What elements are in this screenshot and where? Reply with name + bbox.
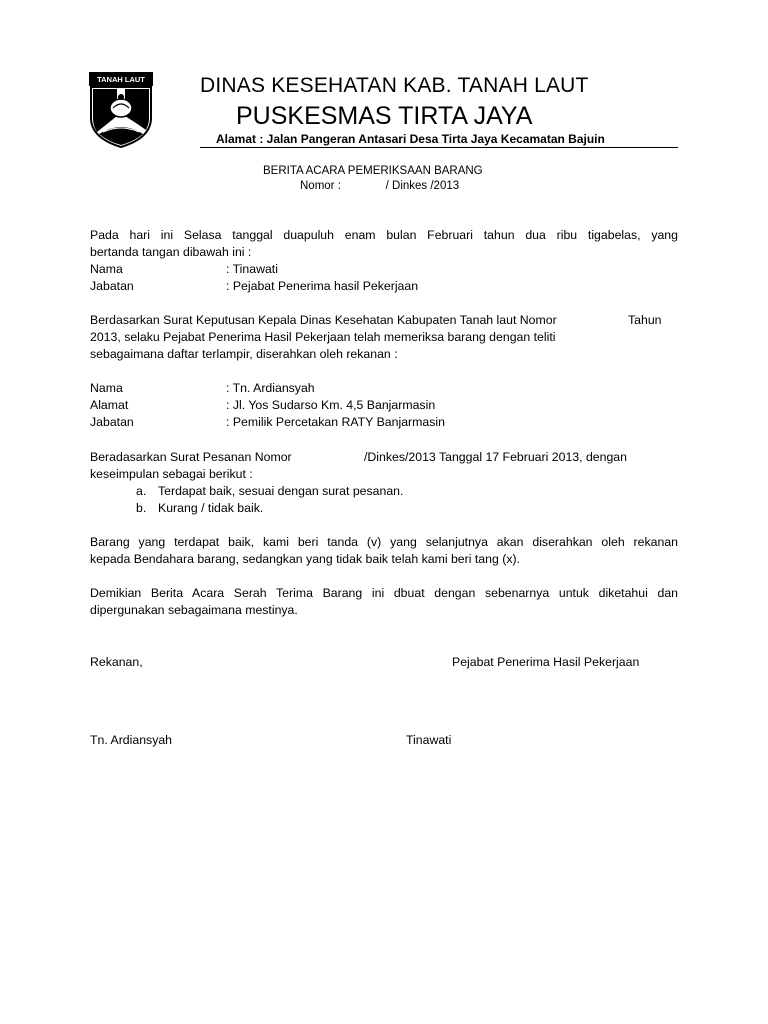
partner-address-value: : Jl. Yos Sudarso Km. 4,5 Banjarmasin <box>226 398 436 412</box>
letterhead-divider <box>200 147 678 148</box>
partner-name-label: Nama <box>90 381 123 395</box>
order-line-1: Beradasarkan Surat Pesanan Nomor <box>90 450 292 464</box>
list-item: Terdapat baik, sesuai dengan surat pesanan. <box>158 484 404 498</box>
partner-position-value: : Pemilik Percetakan RATY Banjarmasin <box>226 415 445 429</box>
list-item-marker: a. <box>136 484 147 498</box>
marking-line-2: kepada Bendahara barang, sedangkan yang tidak baik telah kami beri tang (x). <box>90 552 520 566</box>
regency-emblem-logo <box>89 72 153 148</box>
intro-line-2: bertanda tangan dibawah ini : <box>90 245 252 259</box>
signer-position-value: : Pejabat Penerima hasil Pekerjaan <box>226 279 419 293</box>
document-title: BERITA ACARA PEMERIKSAAN BARANG <box>263 165 483 177</box>
signer-position-label: Jabatan <box>90 279 134 293</box>
agency-name: DINAS KESEHATAN KAB. TANAH LAUT <box>200 74 589 97</box>
institution-name: PUSKESMAS TIRTA JAYA <box>236 102 533 130</box>
signer-name-value: : Tinawati <box>226 262 278 276</box>
signature-left-role: Rekanan, <box>90 655 143 669</box>
intro-line-1: Pada hari ini Selasa tanggal duapuluh enam bulan Februari tahun dua ribu tigabelas, yang <box>90 228 678 242</box>
closing-line-2: dipergunakan sebagaimana mestinya. <box>90 603 298 617</box>
list-item-marker: b. <box>136 501 147 515</box>
partner-address-label: Alamat <box>90 398 129 412</box>
basis-line-2: 2013, selaku Pejabat Penerima Hasil Pekerjaan telah memeriksa barang dengan teliti <box>90 330 556 344</box>
list-item: Kurang / tidak baik. <box>158 501 264 515</box>
signature-left-name: Tn. Ardiansyah <box>90 733 173 747</box>
basis-line-1: Berdasarkan Surat Keputusan Kepala Dinas Kesehatan Kabupaten Tanah laut Nomor <box>90 313 557 327</box>
closing-line-1: Demikian Berita Acara Serah Terima Barang ini dbuat dengan sebenarnya untuk diketahui dan <box>90 586 678 600</box>
signer-name-label: Nama <box>90 262 123 276</box>
basis-line-1-year: Tahun <box>628 313 662 327</box>
order-line-2: keseimpulan sebagai berikut : <box>90 467 253 481</box>
logo-text: TANAH LAUT <box>97 75 145 84</box>
document-number: Nomor : / Dinkes /2013 <box>300 180 460 192</box>
order-line-1-date: /Dinkes/2013 Tanggal 17 Februari 2013, dengan <box>364 450 627 464</box>
partner-position-label: Jabatan <box>90 415 134 429</box>
basis-line-3: sebagaimana daftar terlampir, diserahkan oleh rekanan : <box>90 347 398 361</box>
emblem-icon <box>89 72 153 148</box>
partner-name-value: : Tn. Ardiansyah <box>226 381 315 395</box>
institution-address: Alamat : Jalan Pangeran Antasari Desa Tirta Jaya Kecamatan Bajuin <box>216 132 605 146</box>
marking-line-1: Barang yang terdapat baik, kami beri tanda (v) yang selanjutnya akan diserahkan oleh rekanan <box>90 535 678 549</box>
signature-right-role: Pejabat Penerima Hasil Pekerjaan <box>452 655 640 669</box>
signature-right-name: Tinawati <box>406 733 452 747</box>
